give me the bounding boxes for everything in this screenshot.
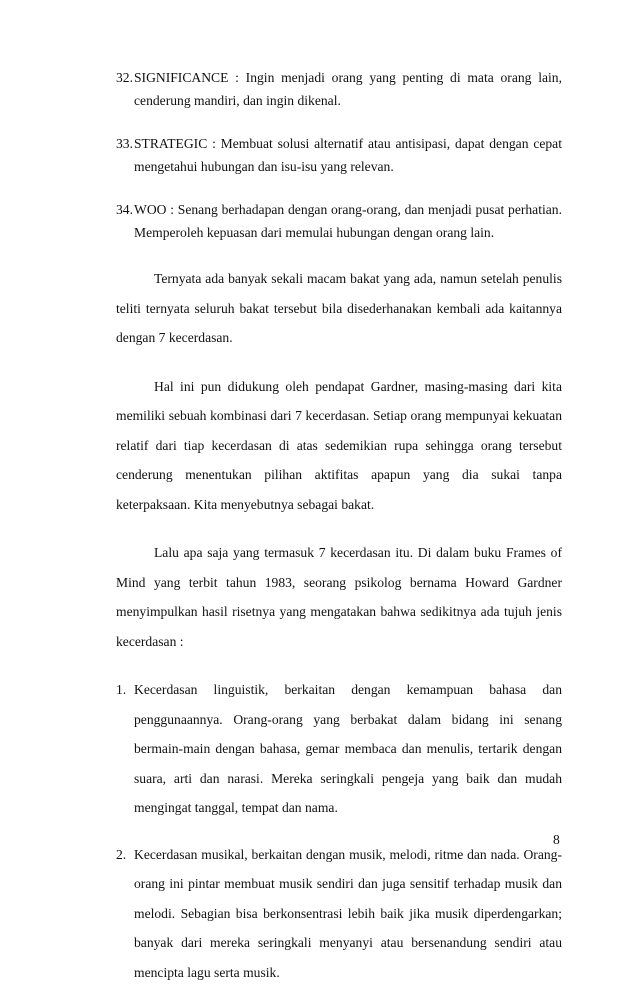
page-number: 8 bbox=[553, 832, 560, 847]
list-number: 1. bbox=[116, 682, 127, 697]
list-number: 32. bbox=[116, 70, 133, 85]
list-text: STRATEGIC : Membuat solusi alternatif atau antisipasi, dapat dengan cepat mengetahui hubungan dan isu-isu yang relevan. bbox=[134, 136, 562, 174]
list-item-significance bbox=[116, 66, 562, 112]
paragraph-gardner: Hal ini pun didukung oleh pendapat Gardner, masing-masing dari kita memiliki sebuah kombinasi dari 7 kecerdasan. Setiap orang mempunyai kekuatan relatif dari tiap kecerdasan di atas sedemikian rupa sehingga orang tersebut cenderung menentukan pilihan aktifitas apapun yang dia sukai tanpa keterpaksaan. Kita menyebutnya sebagai bakat. bbox=[116, 378, 562, 512]
list-number: 34. bbox=[116, 202, 133, 217]
list-text: WOO : Senang berhadapan dengan orang-orang, dan menjadi pusat perhatian. Memperoleh kepuasan dari memulai hubungan dengan orang lain. bbox=[134, 202, 562, 240]
list-item-woo bbox=[116, 198, 562, 244]
paragraph-frames-of-mind: Lalu apa saja yang termasuk 7 kecerdasan itu. Di dalam buku Frames of Mind yang terbit tahun 1983, seorang psikolog bernama Howard Gardner menyimpulkan hasil risetnya yang mengatakan bahwa sedikitnya ada tujuh jenis kecerdasan : bbox=[116, 545, 562, 649]
intelligence-list bbox=[116, 675, 562, 987]
list-number: 2. bbox=[116, 846, 127, 862]
list-item-linguistik bbox=[116, 675, 562, 823]
list-number: 33. bbox=[116, 136, 133, 151]
paragraph-bakat: Ternyata ada banyak sekali macam bakat yang ada, namun setelah penulis teliti ternyata seluruh bakat tersebut bila disederhanakan kembali ada kaitannya dengan 7 kecerdasan. bbox=[116, 271, 562, 345]
list-text: Kecerdasan musikal, berkaitan dengan musik, melodi, ritme dan nada. Orang-orang ini pintar membuat musik sendiri dan juga sensitif terhadap musik dan melodi. Sebagian bisa berkonsentrasi lebih baik jika musik diperdengarkan; banyak dari mereka seringkali menyanyi atau bersenandung sendiri atau mencipta lagu serta musik. bbox=[134, 846, 562, 980]
page-content bbox=[116, 66, 562, 1004]
list-item-musikal bbox=[116, 840, 562, 988]
list-text: SIGNIFICANCE : Ingin menjadi orang yang penting di mata orang lain, cenderung mandiri, dan ingin dikenal. bbox=[134, 70, 562, 108]
list-text: Kecerdasan linguistik, berkaitan dengan kemampuan bahasa dan penggunaannya. Orang-orang yang berbakat dalam bidang ini senang bermain-main dengan bahasa, gemar membaca dan menulis, tertarik dengan suara, arti dan narasi. Mereka seringkali pengeja yang baik dan mudah mengingat tanggal, tempat dan nama. bbox=[134, 682, 562, 815]
list-item-strategic bbox=[116, 132, 562, 178]
